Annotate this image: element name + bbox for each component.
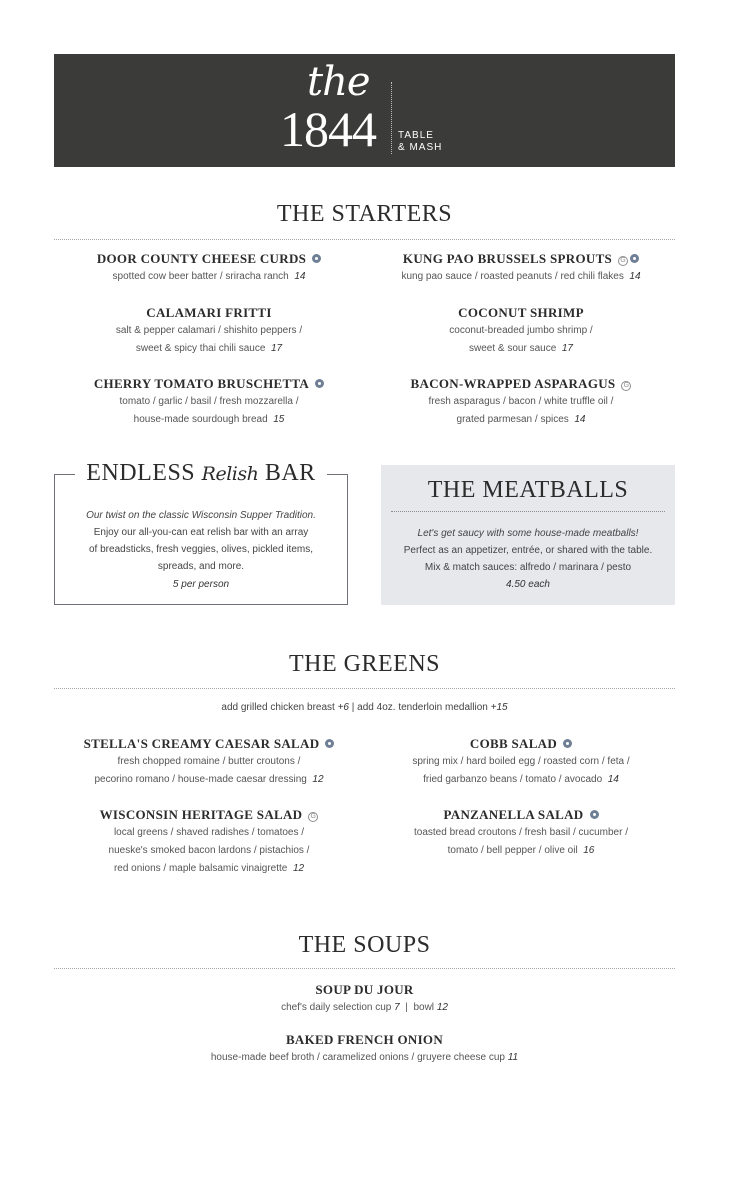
dot-icon [590, 810, 599, 819]
logo-year: 1844 [280, 101, 376, 157]
item-price-cup: 7 [394, 1002, 400, 1013]
relish-title-a: ENDLESS [86, 460, 196, 486]
item-desc-2: pecorino romano / house-made caesar dressing [94, 774, 307, 785]
dot-icon [563, 739, 572, 748]
addon-tenderloin: add 4oz. tenderloin medallion [357, 702, 488, 713]
menu-item-heritage-salad [54, 806, 364, 878]
greens-divider [54, 688, 675, 689]
logo-tag-line1: TABLE [398, 130, 434, 141]
item-name: STELLA'S CREAMY CAESAR SALAD [83, 736, 320, 751]
item-price: 12 [292, 863, 305, 874]
menu-item-brussels-sprouts [366, 250, 676, 286]
menu-item-coconut-shrimp [366, 304, 676, 358]
menu-item-french-onion [54, 1031, 675, 1067]
menu-item-soup-du-jour [54, 981, 675, 1017]
addon-chicken: add grilled chicken breast [221, 702, 335, 713]
price-separator: | [405, 1002, 408, 1013]
item-desc-2: nueske's smoked bacon lardons / pistachios / [108, 845, 310, 856]
menu-item-asparagus [366, 375, 676, 429]
item-price: 14 [607, 774, 619, 785]
item-desc: house-made beef broth / caramelized onions / gruyere cheese cup [210, 1052, 505, 1063]
meatballs-description [381, 525, 675, 576]
item-desc-1: fresh chopped romaine / butter croutons / [117, 756, 301, 767]
item-price-bowl: 12 [436, 1002, 448, 1013]
item-name: PANZANELLA SALAD [443, 807, 584, 822]
addon-tenderloin-price: +15 [490, 702, 508, 713]
item-price: 14 [294, 271, 306, 282]
item-desc-2: grated parmesan / spices [456, 414, 569, 425]
addon-separator: | [351, 702, 355, 713]
item-name: BACON-WRAPPED ASPARAGUS [410, 376, 616, 391]
meatballs-title: THE MEATBALLS [427, 477, 629, 503]
starters-divider [54, 239, 675, 240]
item-name: SOUP DU JOUR [315, 982, 414, 997]
logo-tag-line2: & MASH [398, 142, 443, 153]
item-desc-1: toasted bread croutons / fresh basil / cucumber / [414, 827, 628, 838]
dot-icon [630, 254, 639, 263]
dot-icon [325, 739, 334, 748]
relish-description [54, 507, 348, 575]
menu-item-cobb-salad [366, 735, 676, 789]
meatballs-line1: Let's get saucy with some house-made meatballs! [417, 528, 639, 539]
meatballs-line3: Mix & match sauces: alfredo / marinara / pesto [424, 562, 632, 573]
item-name: WISCONSIN HERITAGE SALAD [99, 807, 303, 822]
item-price: 16 [583, 845, 595, 856]
meatballs-line2: Perfect as an appetizer, entrée, or shared with the table. [403, 545, 653, 556]
item-name: COCONUT SHRIMP [458, 305, 584, 320]
item-desc-1: spring mix / hard boiled egg / roasted corn / feta / [412, 756, 630, 767]
item-price: 12 [312, 774, 324, 785]
relish-line4: spreads, and more. [157, 561, 245, 572]
item-desc: spotted cow beer batter / sriracha ranch [112, 271, 289, 282]
greens-addons [54, 702, 675, 713]
item-desc-3: red onions / maple balsamic vinaigrette [113, 863, 288, 874]
logo-the: the [307, 59, 370, 105]
gluten-free-icon: G [621, 381, 631, 391]
item-name: CHERRY TOMATO BRUSCHETTA [93, 376, 310, 391]
item-name: KUNG PAO BRUSSELS SPROUTS [402, 251, 613, 266]
addon-chicken-price: +6 [337, 702, 349, 713]
item-desc-1: local greens / shaved radishes / tomatoes / [113, 827, 305, 838]
relish-title-b: BAR [264, 460, 316, 486]
item-desc-1: fresh asparagus / bacon / white truffle oil / [428, 396, 614, 407]
relish-lead: Our twist on the classic Wisconsin Supper Tradition. [86, 510, 316, 521]
menu-item-panzanella-salad [366, 806, 676, 860]
logo-tagline [398, 130, 442, 154]
starters-title: THE STARTERS [276, 201, 453, 227]
item-name: CALAMARI FRITTI [146, 305, 272, 320]
item-price: 15 [273, 414, 285, 425]
item-price: 17 [270, 343, 283, 354]
item-desc: kung pao sauce / roasted peanuts / red chili flakes [401, 271, 624, 282]
dot-icon [315, 379, 324, 388]
gluten-free-icon: G [308, 812, 318, 822]
soups-title: THE SOUPS [298, 932, 431, 958]
item-price: 17 [561, 343, 573, 354]
item-price: 14 [574, 414, 586, 425]
item-desc-2: fried garbanzo beans / tomato / avocado [423, 774, 603, 785]
item-price: 14 [629, 271, 641, 282]
greens-title: THE GREENS [289, 651, 440, 677]
item-desc-bowl: bowl [413, 1002, 435, 1013]
soups-divider [54, 968, 675, 969]
item-name: COBB SALAD [469, 736, 558, 751]
item-desc-1: salt & pepper calamari / shishito peppers / [115, 325, 303, 336]
menu-item-bruschetta [54, 375, 364, 429]
relish-line3: of breadsticks, fresh veggies, olives, pickled items, [89, 544, 313, 555]
relish-price: 5 per person [172, 579, 230, 590]
gluten-free-icon: G [618, 256, 628, 266]
item-desc: chef's daily selection cup [281, 1002, 392, 1013]
menu-item-calamari [54, 304, 364, 358]
relish-line2: Enjoy our all-you-can eat relish bar with an array [93, 527, 309, 538]
item-name: BAKED FRENCH ONION [285, 1032, 444, 1047]
item-desc-2: tomato / bell pepper / olive oil [447, 845, 578, 856]
item-name: DOOR COUNTY CHEESE CURDS [96, 251, 307, 266]
item-desc-2: house-made sourdough bread [133, 414, 268, 425]
relish-bar-title [75, 460, 327, 487]
item-price: 11 [507, 1052, 519, 1063]
item-desc-1: coconut-breaded jumbo shrimp / [449, 325, 593, 336]
meatballs-divider [391, 511, 665, 512]
menu-item-caesar-salad [54, 735, 364, 789]
dot-icon [312, 254, 321, 263]
item-desc-2: sweet & sour sauce [469, 343, 557, 354]
item-desc-2: sweet & spicy thai chili sauce [135, 343, 266, 354]
meatballs-price: 4.50 each [506, 579, 550, 590]
menu-item-cheese-curds [54, 250, 364, 286]
item-desc-1: tomato / garlic / basil / fresh mozzarella / [119, 396, 299, 407]
logo-divider [391, 82, 392, 154]
relish-title-script: Relish [201, 463, 259, 485]
